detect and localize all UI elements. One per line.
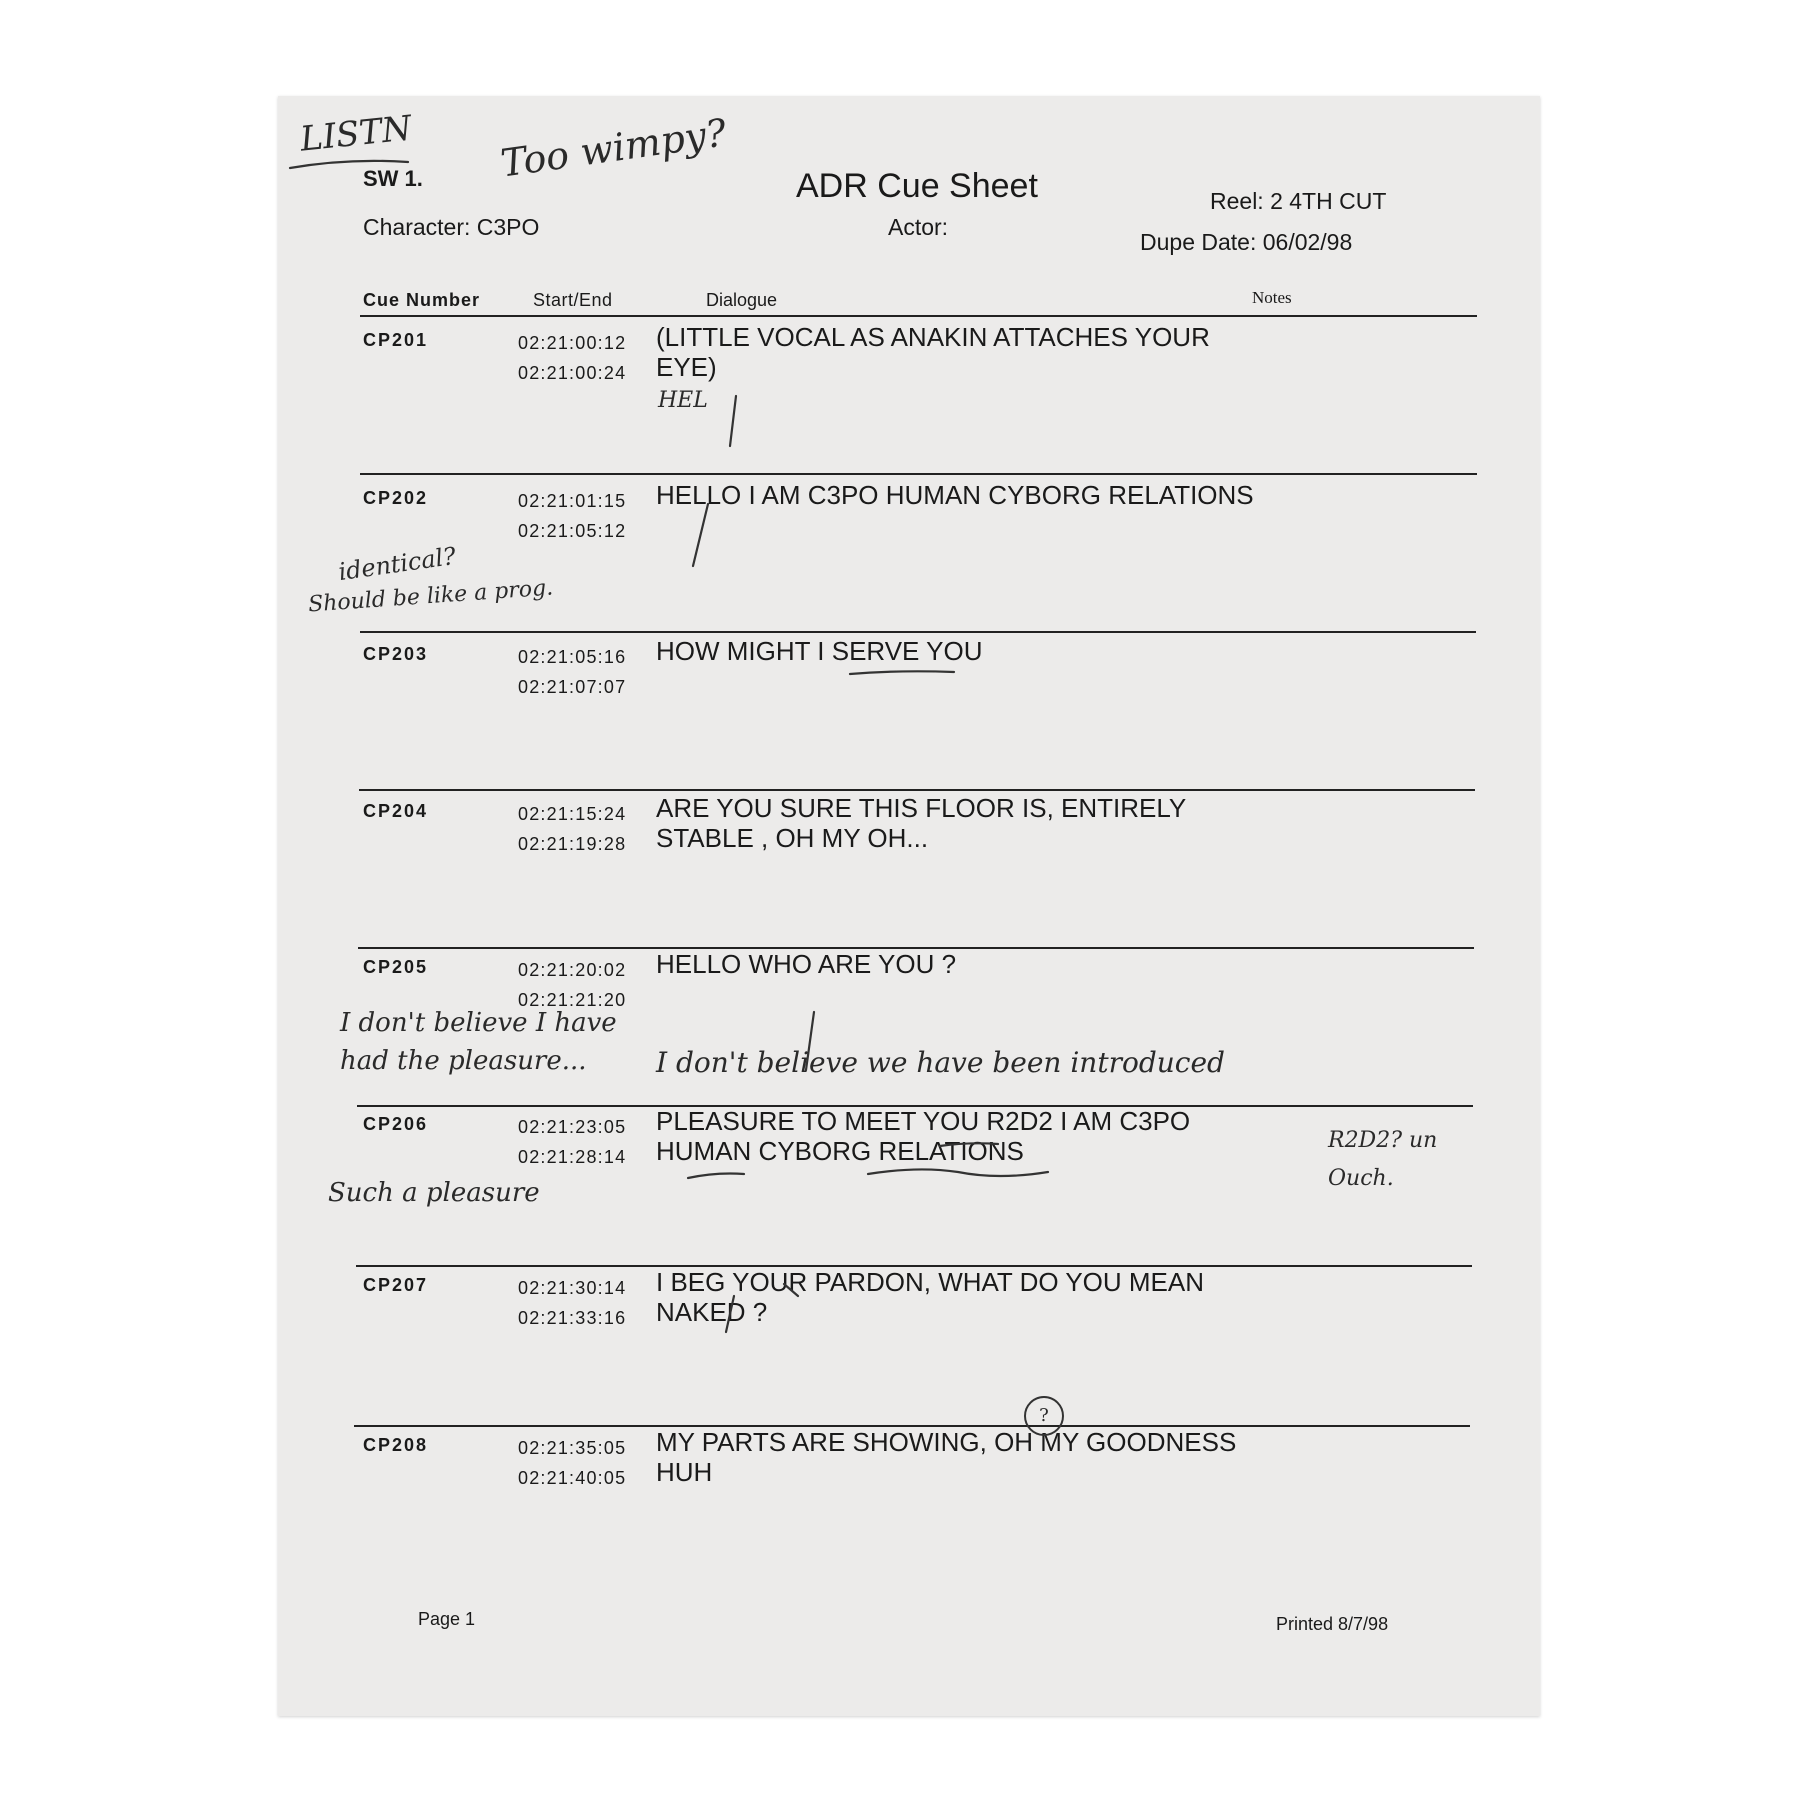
printed-date: Printed 8/7/98 [1276, 1614, 1389, 1634]
handwritten-note: I don't believe I have [340, 1008, 617, 1038]
cue-dialogue: I BEG YOUR PARDON, WHAT DO YOU MEAN NAKED ? [656, 1267, 1205, 1327]
cue-dialogue: HELLO I AM C3PO HUMAN CYBORG RELATIONS [656, 480, 1254, 510]
cue-dialogue: MY PARTS ARE SHOWING, OH MY GOODNESS HUH [656, 1427, 1237, 1487]
ink-slash [730, 396, 736, 446]
cue-end-time: 02:21:07:07 [518, 677, 627, 697]
ink-slash [726, 1296, 734, 1332]
cue-start-time: 02:21:00:12 [518, 333, 627, 353]
ink-underline [940, 1143, 998, 1146]
column-header-cue-number: Cue Number [363, 290, 481, 310]
ink-underline [868, 1169, 1048, 1176]
cue-start-time: 02:21:05:16 [518, 647, 627, 667]
handwritten-note: Too wimpy? [498, 110, 730, 186]
ink-underline [688, 1174, 744, 1179]
cue-start-time: 02:21:20:02 [518, 960, 627, 980]
cue-end-time: 02:21:19:28 [518, 834, 627, 854]
page-title: ADR Cue Sheet [796, 167, 1038, 205]
ink-slash [784, 1284, 798, 1296]
handwritten-note: Such a pleasure [328, 1178, 540, 1208]
cue-dialogue: HOW MIGHT I SERVE YOU [656, 636, 983, 666]
handwritten-note: R2D2? un [1328, 1128, 1438, 1153]
cue-number: CP205 [363, 957, 429, 977]
cue-dialogue: HELLO WHO ARE YOU ? [656, 949, 957, 979]
cue-start-time: 02:21:35:05 [518, 1438, 627, 1458]
cue-start-time: 02:21:01:15 [518, 491, 627, 511]
handwritten-note: identical? [336, 541, 458, 587]
reel-label: Reel: 2 4TH CUT [1210, 188, 1387, 214]
cue-end-time: 02:21:00:24 [518, 363, 627, 383]
cue-start-time: 02:21:30:14 [518, 1278, 627, 1298]
cue-sheet-page [278, 96, 1540, 1716]
handwritten-circled-mark: ? [1024, 1396, 1064, 1436]
ink-underline [290, 161, 408, 168]
page-number: Page 1 [418, 1609, 476, 1629]
cue-number: CP203 [363, 644, 429, 664]
cue-number: CP201 [363, 330, 429, 350]
ink-slash [806, 1012, 814, 1070]
cue-number: CP202 [363, 488, 429, 508]
cue-end-time: 02:21:28:14 [518, 1147, 627, 1167]
column-header-start-end: Start/End [533, 290, 613, 310]
cue-end-time: 02:21:21:20 [518, 990, 627, 1010]
cue-dialogue: ARE YOU SURE THIS FLOOR IS, ENTIRELY STABLE , OH MY OH... [656, 793, 1186, 853]
cue-dialogue: (LITTLE VOCAL AS ANAKIN ATTACHES YOUR EYE) [656, 322, 1210, 382]
character-label: Character: C3PO [363, 214, 540, 240]
cue-start-time: 02:21:15:24 [518, 804, 627, 824]
handwritten-note: Should be like a prog. [307, 575, 554, 618]
handwritten-note: Ouch. [1328, 1166, 1394, 1191]
handwritten-note: LISTN [298, 108, 414, 160]
ink-slash [693, 504, 708, 566]
cue-start-time: 02:21:23:05 [518, 1117, 627, 1137]
column-header-dialogue: Dialogue [706, 290, 778, 310]
cue-number: CP207 [363, 1275, 429, 1295]
cue-dialogue: PLEASURE TO MEET YOU R2D2 I AM C3PO HUMAN CYBORG RELATIONS [656, 1106, 1191, 1166]
ink-underline [850, 671, 954, 674]
production-code: SW 1. [363, 166, 423, 191]
handwritten-note: I don't believe we have been introduced [656, 1046, 1225, 1079]
cue-number: CP204 [363, 801, 429, 821]
cue-end-time: 02:21:40:05 [518, 1468, 627, 1488]
cue-end-time: 02:21:05:12 [518, 521, 627, 541]
handwritten-ink-marks [278, 96, 1540, 1716]
cue-number: CP206 [363, 1114, 429, 1134]
actor-label: Actor: [888, 214, 949, 240]
column-header-notes: Notes [1252, 288, 1292, 307]
cue-end-time: 02:21:33:16 [518, 1308, 627, 1328]
handwritten-note: had the pleasure... [340, 1046, 587, 1076]
handwritten-note: HEL [658, 388, 708, 413]
cue-number: CP208 [363, 1435, 429, 1455]
dupe-date-label: Dupe Date: 06/02/98 [1140, 229, 1353, 255]
